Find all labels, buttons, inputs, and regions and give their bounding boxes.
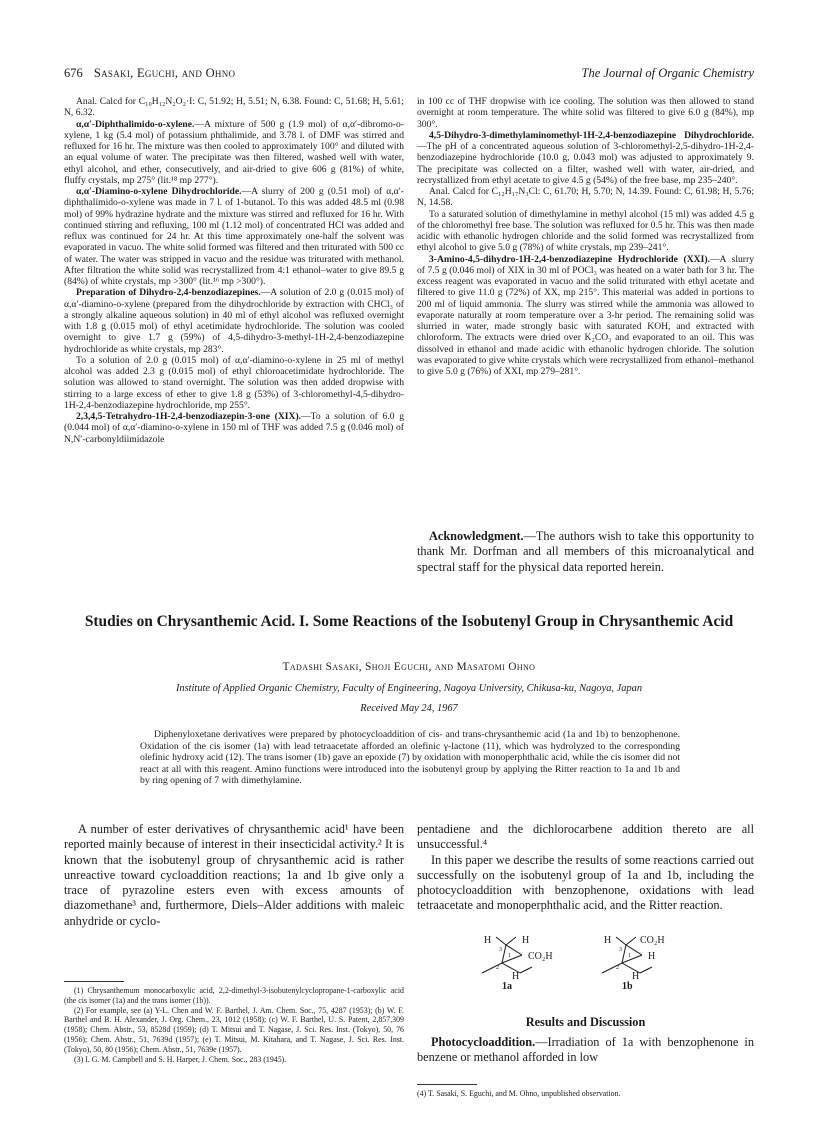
- paragraph: [417, 130, 754, 186]
- atom-number: 1: [628, 953, 631, 959]
- paragraph: [64, 96, 404, 119]
- article-authors: Tadashi Sasaki, Shoji Eguchi, and Masatomi Ohno: [282, 661, 536, 673]
- acknowledgment-lead: Acknowledgment.: [429, 529, 524, 543]
- article-affiliation: Institute of Applied Organic Chemistry, Faculty of Engineering, Nagoya University, Chikusa-ku, Nagoya, Japan: [175, 683, 643, 694]
- footnote: (3) I. G. M. Campbell and S. H. Harper, J. Chem. Soc., 283 (1945).: [74, 1054, 287, 1064]
- results-lead: Photocycloaddition.: [431, 1035, 536, 1049]
- paragraph-text: Anal. Calcd for C₁₂H₁₇N₃Cl: C, 61.70; H, 5.70; N, 14.39. Found: C, 61.98; H, 5.76; N, 14.58.: [417, 186, 754, 209]
- paragraph-lead: 2,3,4,5-Tetrahydro-1H-2,4-benzodiazepin-3-one (XIX).: [76, 411, 302, 422]
- paragraph-lead: 4,5-Dihydro-3-dimethylaminomethyl-1H-2,4-benzodiazepine Dihydrochloride.: [429, 129, 754, 141]
- structures-figure: [472, 931, 712, 991]
- atom-number: 3: [499, 947, 502, 953]
- journal-name: The Journal of Organic Chemistry: [581, 66, 754, 80]
- footnote: (2) For example, see (a) Y-L. Chen and W. F. Barthel, J. Am. Chem. Soc., 75, 4287 (1953); (b) W. F. Barthel and B. H. Alexander, J. Org. Chem., 23, 1012 (1958); (c) W. F. Barthel, U. S. Patent, 2,857,309 (1958); Chem. Abstr., 53, 8528d (1959); (d) T. Mitsui and T. Nagase, J. Sci. Res. Inst. (Tokyo), 50, 76 (1956); Chem. Abstr., 51, 7639d (1957); (e) T. Mitsui, M. Kitahara, and T. Nagase, J. Sci. Res. Inst. (Tokyo), 50, 80 (1956); Chem. Abstr., 51, 7639e (1957).: [64, 1005, 404, 1054]
- running-head: [64, 66, 754, 86]
- footnote-rule: [64, 981, 124, 982]
- running-head-authors: Sasaki, Eguchi, and Ohno: [93, 66, 236, 80]
- paragraph-lead: 3-Amino-4,5-dihydro-1H-2,4-benzodiazepine Hydrochloride (XXI).: [429, 253, 710, 265]
- experimental-left-column: [64, 96, 404, 445]
- compound-label-1b: 1b: [622, 981, 633, 992]
- paragraph: [64, 186, 404, 287]
- results-text: —Irradiation of 1a with benzophenone in benzene or methanol afforded in low: [417, 1035, 754, 1065]
- intro-paragraph-2: In this paper we describe the results of some reactions carried out successfully on the isobutenyl group of 1a and 1b, including the photocycloaddition with benzophenone, oxidations with lead tetraacetate and monoperphthalic acid, and the Ritter reaction.: [417, 852, 754, 913]
- atom-label: H: [484, 935, 492, 946]
- intro-right: [417, 822, 754, 914]
- paragraph: [64, 119, 404, 187]
- paragraph: [64, 287, 404, 355]
- paragraph-text: —A slurry of 7.5 g (0.046 mol) of XIX in 30 ml of POCl₃ was heated on a water bath for 3 hr. The excess reagent was evaporated in vacuo and the solid triturated with ethyl acetate and filtered to give 11.0 g (72%) of XX, mp 215°. This material was added in portions to 200 ml of liquid ammonia. The slurry was stirred while the ammonia was allowed to evaporate naturally at room temperature over a 3-hr period. The remaining solid was slurried in water, made strongly basic with saturated KOH, and extracted with chloroform. The extracts were dried over K₂CO₃ and evaporated to an oil. This was dissolved in ethanol and made acidic with ethanolic hydrogen chloride. The solution was evaporated to give white crystals which were recrystallized from ethanol–methanol to give 5.0 g (76%) of XXI, mp 279–281°.: [417, 253, 754, 377]
- acknowledgment-text: —The authors wish to take this opportunity to thank Mr. Dorfman and all members of this microanalytical and spectral staff for the physical data reported herein.: [417, 529, 754, 574]
- paragraph-lead: α,α′-Diamino-o-xylene Dihydrochloride.: [76, 186, 242, 197]
- paragraph: [64, 355, 404, 411]
- paragraph: [417, 96, 754, 130]
- article-title: Studies on Chrysanthemic Acid. I. Some Reactions of the Isobutenyl Group in Chrysanthemic Acid: [84, 613, 734, 630]
- atom-label: H: [648, 951, 656, 962]
- atom-label: CO₂H: [640, 935, 665, 946]
- footnote-rule-right: [417, 1084, 477, 1085]
- paragraph-text: —To a solution of 6.0 g (0.044 mol) of α,α′-diamino-o-xylene in 150 ml of THF was added 7.5 g (0.046 mol) of N,N′-carbonyldiimidazole: [64, 411, 404, 445]
- abstract: [140, 729, 680, 787]
- paragraph: [417, 254, 754, 378]
- atom-number: 1: [508, 953, 511, 959]
- paragraph-lead: α,α′-Diphthalimido-o-xylene.: [76, 118, 195, 130]
- footnotes-left: [64, 986, 404, 1064]
- paragraph-text: —A solution of 2.0 g (0.015 mol) of α,α′-diamino-o-xylene (prepared from the dihydrochloride by extraction with CHCl₃ of a strongly alkaline aqueous solution) in 40 ml of ethyl alcohol was refluxed overnight with 1.8 g (0.015 mol) of ethyl acetimidate hydrochloride. The solution was cooled overnight to give 1.7 g (59%) of 4,5-dihydro-3-methyl-1H-2,4-benzodiazepine hydrochloride as white crystals, mp 283°.: [64, 287, 404, 355]
- atom-number: 2: [496, 965, 499, 971]
- intro-paragraph: A number of ester derivatives of chrysanthemic acid¹ have been reported mainly because of interest in their insecticidal activity.² It is known that the isobutenyl group of chrysanthemic acid is rather unreactive toward cycloaddition reactions; 1a and 1b give only a trace of pyrazoline esters even with excess amounts of diazomethane³ and, furthermore, Diels–Alder additions with maleic anhydride or cyclo-: [64, 822, 404, 928]
- paragraph-text: To a saturated solution of dimethylamine in methyl alcohol (15 ml) was added 4.5 g of the chloromethyl free base. The solution was refluxed for 0.5 hr. This was then made acidic with ethanolic hydrogen chloride and the solid formed was recrystallized from ethyl alcohol to give 5.0 g (78%) of white crystals, mp 239–241°.: [417, 208, 754, 254]
- paragraph-text: —A mixture of 500 g (1.9 mol) of α,α′-dibromo-o-xylene, 1 kg (5.4 mol) of potassium phthalimide, and 3.78 l. of DMF was stirred and refluxed for 16 hr. The mixture was then cooled to approximately 100° and diluted with an equal volume of water. The precipitate was then filtered, washed well with water, ethyl alcohol, and ether, consecutively, and air-dried to give 606 g (81%) of white, fluffy crystals, mp 275° (lit.¹⁸ mp 277°).: [64, 118, 404, 186]
- footnote: (1) Chrysanthemum monocarboxylic acid, 2,2-dimethyl-3-isobutenylcyclopropane-1-carboxylic acid (the cis isomer (1a) and the trans isomer (1b)).: [64, 986, 404, 1005]
- paragraph: [417, 186, 754, 209]
- intro-left: [64, 822, 404, 929]
- structure-1a-atoms: [484, 935, 553, 982]
- paragraph: [417, 209, 754, 254]
- compound-label-1a: 1a: [502, 981, 512, 992]
- received-date: Received May 24, 1967: [360, 703, 458, 714]
- experimental-right-column: [417, 96, 754, 377]
- acknowledgment: [417, 529, 754, 575]
- page-number: 676: [64, 66, 83, 80]
- section-heading: Results and Discussion: [525, 1015, 646, 1029]
- atom-label: H: [632, 971, 640, 982]
- atom-label: H: [512, 971, 520, 982]
- intro-continuation: pentadiene and the dichlorocarbene addition thereto are all unsuccessful.⁴: [417, 822, 754, 852]
- paragraph-text: Anal. Calcd for C₁₀H₁₂N₂O₂·I: C, 51.92; H, 5.51; N, 6.38. Found: C, 51.68; H, 5.61; N, 6.32.: [64, 96, 404, 119]
- atom-label: H: [604, 935, 612, 946]
- paragraph: [64, 411, 404, 445]
- results-paragraph: [417, 1035, 754, 1066]
- atom-label: H: [522, 935, 530, 946]
- atom-number: 3: [619, 947, 622, 953]
- paragraph-text: To a solution of 2.0 g (0.015 mol) of α,α′-diamino-o-xylene in 25 ml of methyl alcohol was added 2.3 g (0.015 mol) of ethyl chloroacetimidate hydrochloride. The solution was allowed to stand overnight. The solution was then added dropwise with stirring to a large excess of ether to give 1.8 g (53%) of 3-chloromethyl-4,5-dihydro-1H-2,4-benzodiazepine hydrochloride, mp 255°.: [64, 354, 404, 411]
- paragraph-text: —A slurry of 200 g (0.51 mol) of α,α′-diphthalimido-o-xylene was made in 7 l. of 1-butanol. To this was added 48.5 ml (0.98 mol) of 99% hydrazine hydrate and the mixture was stirred and refluxed for 16 hr. With continued stirring and refluxing, 100 ml (1.12 mol) of concentrated HCl was added and reflux was continued for 24 hr. At this time approximately one-half the solvent was evaporated in vacuo. The white solid formed was filtered and then triturated with 500 cc of water. The water was stripped in vacuo and the residue was triturated with methanol. After filtration the white solid was recrystallized from 4:1 ethanol–water to give 89.5 g (84%) of white crystals, mp >300° (lit.¹⁶ mp >300°).: [64, 186, 404, 287]
- atom-number: 2: [616, 965, 619, 971]
- abstract-text: Diphenyloxetane derivatives were prepared by photocycloaddition of cis- and trans-chrysanthemic acid (1a and 1b) to benzophenone. Oxidation of the cis isomer (1a) with lead tetraacetate afforded an olefinic γ-lactone (11), which was hydrolyzed to the corresponding olefinic hydroxy acid (12). The trans isomer (1b) gave an epoxide (7) by oxidation with monoperphthalic acid, while the cis isomer did not react at all with this reagent. Amino functions were introduced into the isobutenyl group by applying the Ritter reaction to 1a and 1b and by ring opening of 7 with dimethylamine.: [140, 729, 680, 787]
- paragraph-lead: Preparation of Dihydro-2,4-benzodiazepines.: [76, 287, 261, 299]
- paragraph-text: —The pH of a concentrated aqueous solution of 3-chloromethyl-2,5-dihydro-1H-2,4-benzodiazepine hydrochloride (10.0 g, 0.043 mol) was adjusted to approximately 9. The precipitate was collected on a filter, washed well with water, air-dried, and recrystallized from ethyl acetate to give 4.5 g (54%) of the free base, mp 235–240°.: [417, 141, 754, 186]
- paragraph-text: in 100 cc of THF dropwise with ice cooling. The solution was then allowed to stand overnight at room temperature. The white solid was filtered to give 6.0 g (84%), mp 300°.: [417, 96, 754, 130]
- atom-label: CO₂H: [528, 951, 553, 962]
- running-head-left: [64, 66, 235, 81]
- footnote-right: (4) T. Sasaki, S. Eguchi, and M. Ohno, unpublished observation.: [417, 1089, 621, 1098]
